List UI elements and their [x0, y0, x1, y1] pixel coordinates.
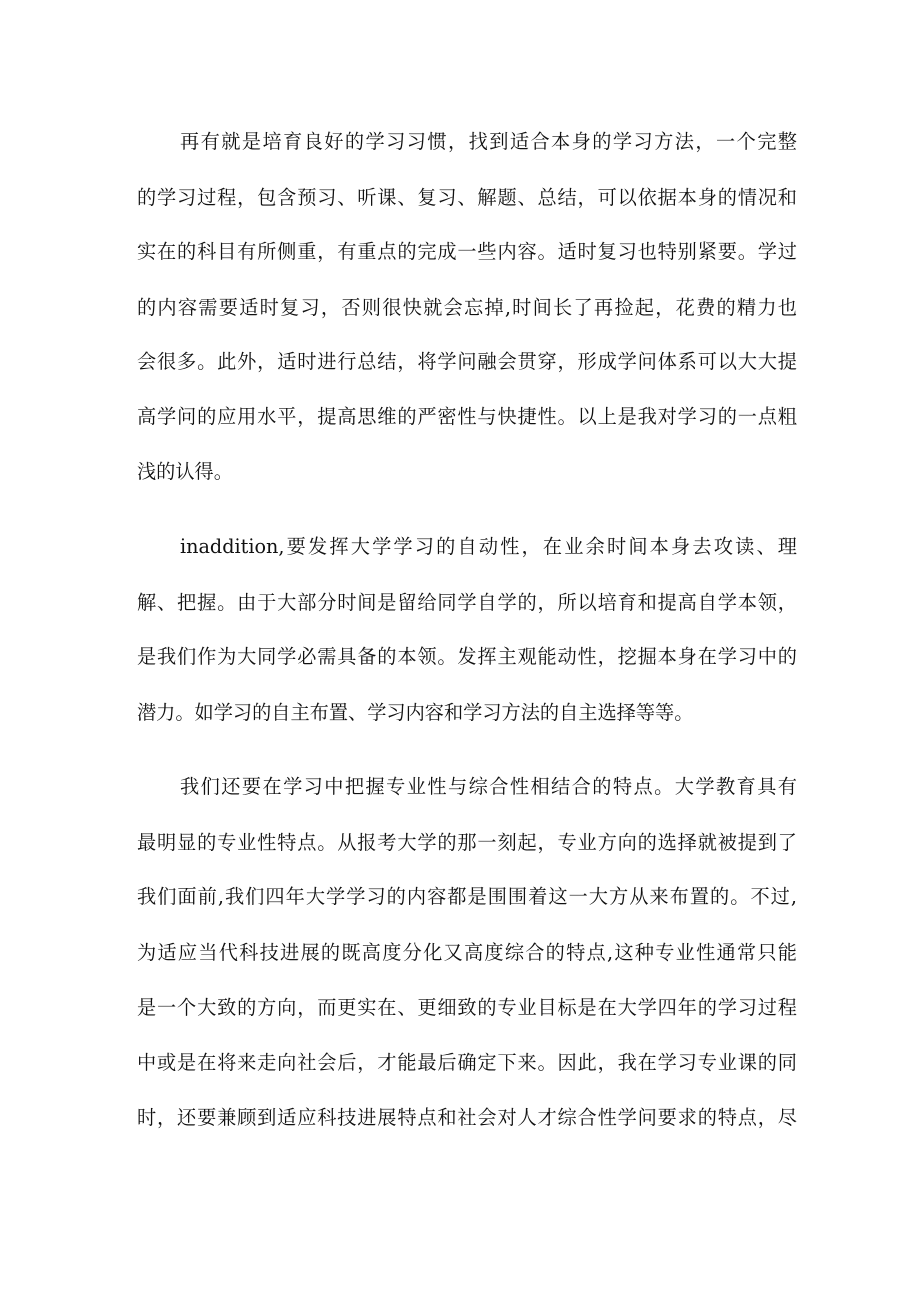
paragraph-3-line-7: 时，还要兼顾到适应科技进展特点和社会对人才综合性学问要求的特点，尽 — [137, 1106, 797, 1129]
paragraph-1-line-4: 的内容需要适时复习，否则很快就会忘掉,时间长了再捡起，花费的精力也 — [137, 296, 797, 319]
paragraph-2-line-3: 是我们作为大同学必需具备的本领。发挥主观能动性，挖掘本身在学习中的 — [137, 645, 797, 668]
paragraph-1-line-3: 实在的科目有所侧重，有重点的完成一些内容。适时复习也特别紧要。学过 — [137, 240, 797, 263]
paragraph-3-line-4: 为适应当代科技进展的既高度分化又高度综合的特点,这种专业性通常只能 — [137, 941, 797, 964]
paragraph-2-line-4: 潜力。如学习的自主布置、学习内容和学习方法的自主选择等等。 — [137, 701, 694, 724]
paragraph-2-line-1: inaddition,要发挥大学学习的自动性，在业余时间本身去攻读、理 — [180, 535, 797, 558]
paragraph-3-line-2: 最明显的专业性特点。从报考大学的那一刻起，专业方向的选择就被提到了 — [137, 831, 797, 854]
paragraph-1-line-2: 的学习过程，包含预习、听课、复习、解题、总结，可以依据本身的情况和 — [137, 186, 797, 209]
paragraph-3-line-3: 我们面前,我们四年大学学习的内容都是围围着这一大方从来布置的。不过, — [137, 885, 797, 908]
paragraph-1-line-5: 会很多。此外，适时进行总结，将学问融会贯穿，形成学问体系可以大大提 — [137, 350, 797, 373]
paragraph-3-line-6: 中或是在将来走向社会后，才能最后确定下来。因此，我在学习专业课的同 — [137, 1051, 797, 1074]
paragraph-1-line-7: 浅的认得。 — [137, 460, 233, 483]
paragraph-2-line-2: 解、把握。由于大部分时间是留给同学自学的，所以培育和提高自学本领， — [137, 591, 797, 614]
paragraph-3-line-1: 我们还要在学习中把握专业性与综合性相结合的特点。大学教育具有 — [180, 775, 797, 798]
paragraph-3-line-5: 是一个大致的方向，而更实在、更细致的专业目标是在大学四年的学习过程 — [137, 996, 797, 1019]
paragraph-1-line-6: 高学问的应用水平，提高思维的严密性与快捷性。以上是我对学习的一点粗 — [137, 405, 797, 428]
paragraph-1-line-1: 再有就是培育良好的学习习惯，找到适合本身的学习方法，一个完整 — [180, 130, 797, 153]
